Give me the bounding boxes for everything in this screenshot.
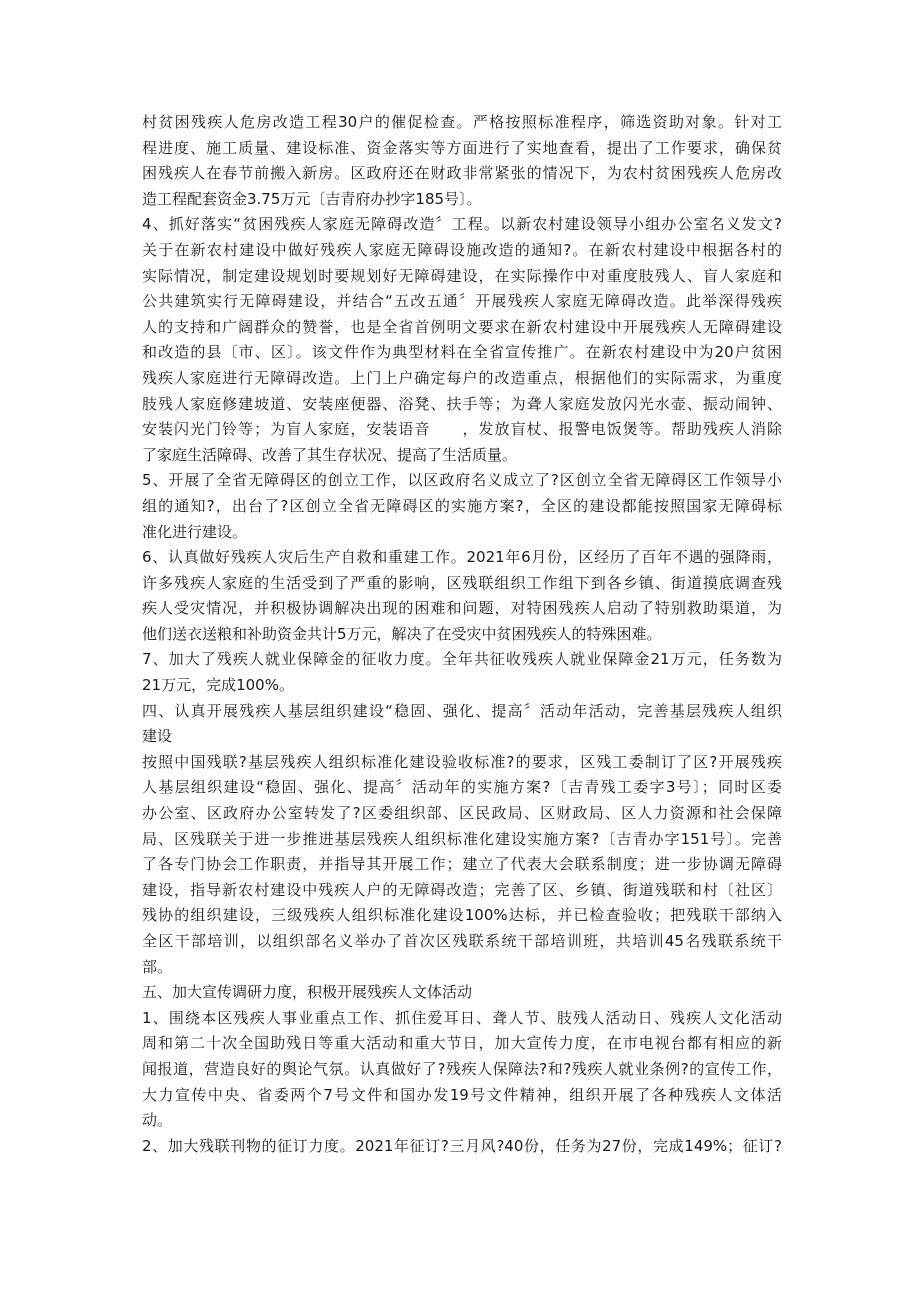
text-line: 安装闪光门铃等；为盲人家庭，安装语音 ，发放盲杖、报警电饭煲等。帮助残疾人消除 bbox=[142, 420, 782, 439]
text-line: 组的通知?，出台了?区创立全省无障碍区的实施方案?，全区的建设都能按照国家无障碍标 bbox=[142, 496, 782, 515]
text-line: 造工程配套资金3.75万元〔吉青府办抄字185号〕。 bbox=[142, 189, 482, 208]
text-line: 6、认真做好残疾人灾后生产自救和重建工作。2021年6月份，区经历了百年不遇的强降雨， bbox=[142, 548, 782, 567]
text-line: 了家庭生活障碍、改善了其生存状况、提高了生活质量。 bbox=[142, 445, 518, 464]
text-line: 准化进行建设。 bbox=[142, 522, 248, 541]
text-line: 4、抓好落实“贫困残疾人家庭无障碍改造〞工程。以新农村建设领导小组办公室名义发文? bbox=[142, 215, 782, 234]
text-line: 闻报道，营造良好的舆论气氛。认真做好了?残疾人保障法?和?残疾人就业条例?的宣传工作， bbox=[142, 1059, 782, 1078]
text-line: 按照中国残联?基层残疾人组织标准化建设验收标准?的要求，区残工委制订了区?开展残疾 bbox=[142, 752, 782, 771]
section-heading: 建设 bbox=[142, 727, 173, 746]
text-line: 村贫困残疾人危房改造工程30户的催促检查。严格按照标准程序，筛选资助对象。针对工 bbox=[142, 113, 782, 131]
text-line: 办公室、区政府办公室转发了?区委组织部、区民政局、区财政局、区人力资源和社会保障 bbox=[142, 804, 782, 823]
text-line: 了各专门协会工作职责，并指导其开展工作；建立了代表大会联系制度；进一步协调无障碍 bbox=[142, 855, 782, 874]
text-line: 2、加大残联刊物的征订力度。2021年征订?三月风?40份，任务为27份，完成149%；征订? bbox=[142, 1136, 782, 1155]
text-line: 1、围绕本区残疾人事业重点工作、抓住爱耳日、聋人节、肢残人活动日、残疾人文化活动 bbox=[142, 1008, 782, 1027]
text-line: 全区干部培训，以组织部名义举办了首次区残联系统干部培训班，共培训45名残联系统干 bbox=[142, 932, 782, 950]
text-line: 大力宣传中央、省委两个7号文件和国办发19号文件精神，组织开展了各种残疾人文体活 bbox=[142, 1085, 782, 1104]
text-line: 残协的组织建设，三级残疾人组织标准化建设100%达标，并已检查验收；把残联干部纳入 bbox=[142, 906, 782, 925]
text-line: 关于在新农村建设中做好残疾人家庭无障碍设施改造的通知?。在新农村建设中根据各村的 bbox=[142, 240, 782, 259]
text-line: 残疾人家庭进行无障碍改造。上门上户确定每户的改造重点，根据他们的实际需求，为重度 bbox=[142, 368, 782, 387]
text-line: 程进度、施工质量、建设标准、资金落实等方面进行了实地查看，提出了工作要求，确保贫 bbox=[142, 138, 782, 157]
text-line: 肢残人家庭修建坡道、安装座便器、浴凳、扶手等；为聋人家庭发放闪光水壶、振动闹钟、 bbox=[142, 394, 782, 413]
text-line: 许多残疾人家庭的生活受到了严重的影响，区残联组织工作组下到各乡镇、街道摸底调查残 bbox=[142, 573, 782, 592]
text-line: 人的支持和广阔群众的赞誉，也是全省首例明文要求在新农村建设中开展残疾人无障碍建设 bbox=[142, 317, 782, 336]
section-heading: 四、认真开展残疾人基层组织建设“稳固、强化、提高〞活动年活动，完善基层残疾人组织 bbox=[142, 701, 782, 720]
text-line: 和改造的县〔市、区〕。该文件作为典型材料在全省宣传推广。在新农村建设中为20户贫困 bbox=[142, 343, 782, 362]
text-line: 疾人受灾情况，并积极协调解决出现的困难和问题，对特困残疾人启动了特别救助渠道，为 bbox=[142, 599, 782, 618]
text-line: 5、开展了全省无障碍区的创立工作，以区政府名义成立了?区创立全省无障碍区工作领导小 bbox=[142, 471, 782, 490]
text-line: 人基层组织建设“稳固、强化、提高〞活动年的实施方案?〔吉青残工委字3号〕；同时区委 bbox=[142, 778, 782, 797]
document-page bbox=[142, 110, 782, 1159]
text-line: 他们送衣送粮和补助资金共计5万元，解决了在受灾中贫困残疾人的特殊困难。 bbox=[142, 624, 662, 643]
text-line: 实际情况，制定建设规划时要规划好无障碍建设，在实际操作中对重度肢残人、盲人家庭和 bbox=[142, 266, 782, 285]
text-line: 21万元，完成100%。 bbox=[142, 676, 294, 695]
text-line: 动。 bbox=[142, 1111, 173, 1130]
text-line: 7、加大了残疾人就业保障金的征收力度。全年共征收残疾人就业保障金21万元，任务数为 bbox=[142, 650, 782, 669]
text-line: 局、区残联关于进一步推进基层残疾人组织标准化建设实施方案?〔吉青办字151号〕。完善 bbox=[142, 829, 782, 848]
text-line: 困残疾人在春节前搬入新房。区政府还在财政非常紧张的情况下，为农村贫困残疾人危房改 bbox=[142, 164, 782, 183]
text-line: 周和第二十次全国助残日等重大活动和重大节日，加大宣传力度，在市电视台都有相应的新 bbox=[142, 1034, 782, 1053]
section-heading: 五、加大宣传调研力度，积极开展残疾人文体活动 bbox=[142, 983, 473, 1002]
text-line: 建设，指导新农村建设中残疾人户的无障碍改造；完善了区、乡镇、街道残联和村〔社区〕 bbox=[142, 880, 782, 899]
text-line: 部。 bbox=[142, 957, 173, 976]
text-line: 公共建筑实行无障碍建设，并结合“五改五通〞开展残疾人家庭无障碍改造。此举深得残疾 bbox=[142, 292, 782, 311]
